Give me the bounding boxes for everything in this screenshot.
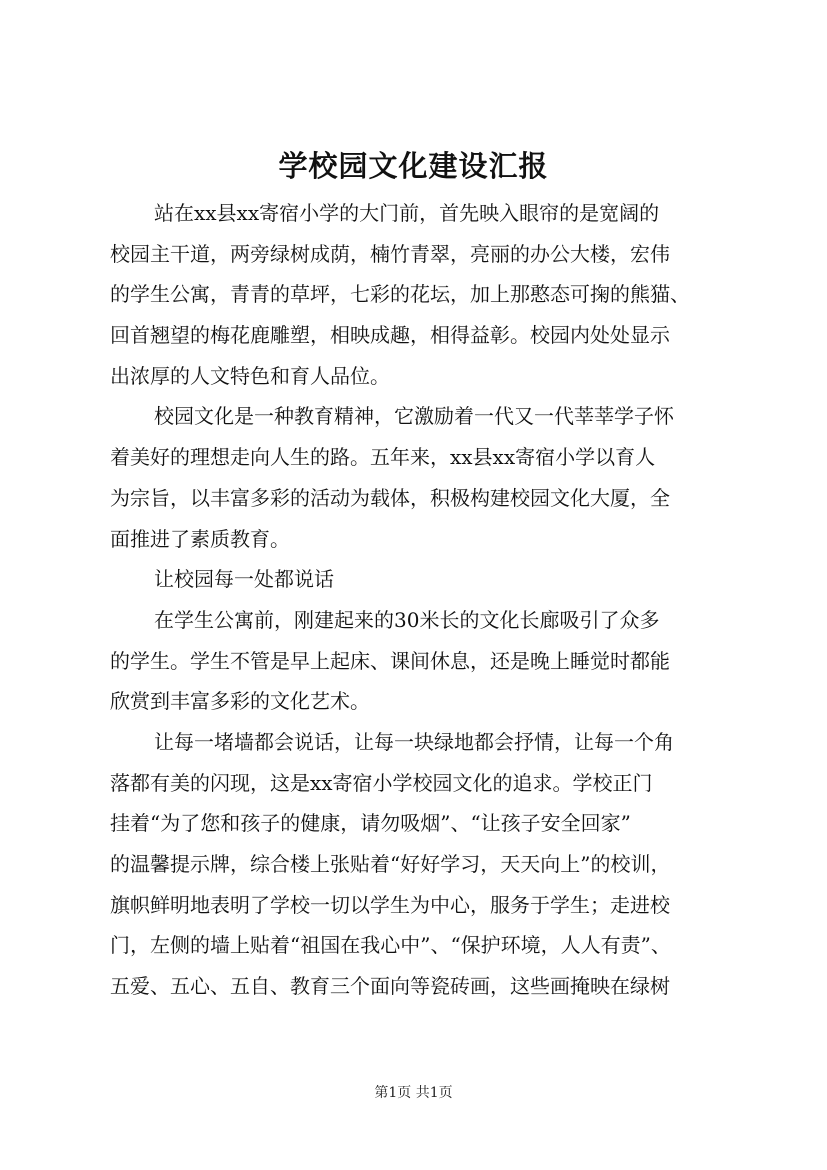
paragraph-line: 让每一堵墙都会说话，让每一块绿地都会抒情，让每一个角	[154, 729, 674, 754]
paragraph-line: 校园文化是一种教育精神，它激励着一代又一代莘莘学子怀	[154, 404, 674, 429]
paragraph-line: 门，左侧的墙上贴着“祖国在我心中”、“保护环境，人人有责”、	[110, 933, 671, 958]
paragraph-line: 欣赏到丰富多彩的文化艺术。	[110, 689, 370, 714]
section-heading: 让校园每一处都说话	[154, 567, 334, 592]
paragraph-line: 的学生公寓，青青的草坪，七彩的花坛，加上那憨态可掬的熊猫、	[110, 282, 690, 307]
paragraph-line: 在学生公寓前，刚建起来的30米长的文化长廊吸引了众多	[154, 607, 660, 632]
paragraph-line: 回首翘望的梅花鹿雕塑，相映成趣，相得益彰。校园内处处显示	[110, 323, 670, 348]
paragraph-line: 为宗旨，以丰富多彩的活动为载体，积极构建校园文化大厦，全	[110, 485, 670, 510]
paragraph-line: 挂着“为了您和孩子的健康，请勿吸烟”、“让孩子安全回家”	[110, 811, 631, 836]
paragraph-line: 旗帜鲜明地表明了学校一切以学生为中心，服务于学生；走进校	[110, 892, 670, 917]
page-footer: 第1页 共1页	[374, 1085, 453, 1101]
paragraph-line: 落都有美的闪现，这是xx寄宿小学校园文化的追求。学校正门	[110, 770, 653, 795]
paragraph-line: 五爱、五心、五自、教育三个面向等瓷砖画，这些画掩映在绿树	[110, 974, 670, 999]
paragraph-line: 站在xx县xx寄宿小学的大门前，首先映入眼帘的是宽阔的	[154, 201, 660, 225]
paragraph-line: 出浓厚的人文特色和育人品位。	[110, 363, 390, 388]
paragraph-line: 的温馨提示牌，综合楼上张贴着“好好学习，天天向上”的校训，	[110, 852, 671, 876]
paragraph-line: 校园主干道，两旁绿树成荫，楠竹青翠，亮丽的办公大楼，宏伟	[110, 241, 670, 266]
document-body	[110, 193, 732, 1007]
paragraph-line: 面推进了素质教育。	[110, 526, 290, 551]
document-title: 学校园文化建设汇报	[278, 149, 549, 183]
paragraph-line: 的学生。学生不管是早上起床、课间休息，还是晚上睡觉时都能	[110, 648, 670, 673]
paragraph-line: 着美好的理想走向人生的路。五年来，xx县xx寄宿小学以育人	[110, 445, 656, 470]
